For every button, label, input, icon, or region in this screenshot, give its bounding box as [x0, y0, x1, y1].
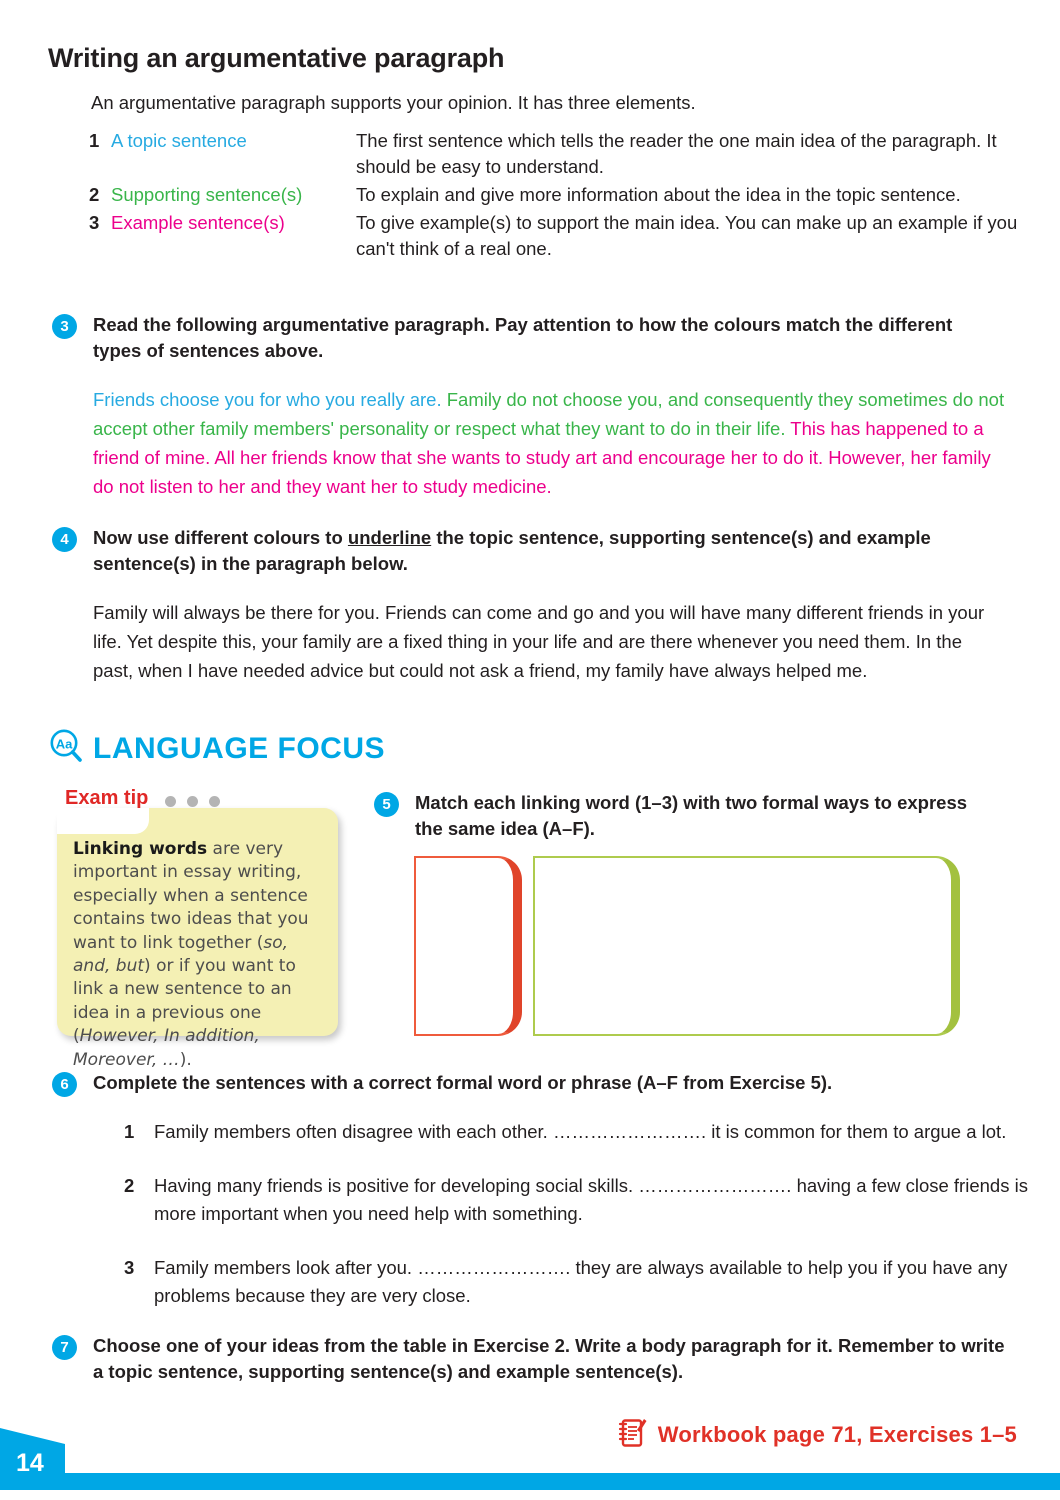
- notepad-pencil-icon: [617, 1416, 647, 1454]
- exercise-instruction: Choose one of your ideas from the table in Exercise 2. Write a body paragraph for it. Remember to write a topic sentence, supporting sentence(s) and example sentence(s).: [93, 1335, 1005, 1382]
- item-description: To explain and give more information about the idea in the topic sentence.: [356, 184, 961, 205]
- exam-tip-italic-1: so, and, but: [73, 932, 289, 977]
- dot-icon: [209, 796, 220, 807]
- example-sentence: This has happened to a friend of mine. All her friends know that she wants to study art and encourage her to do it. However, her family do not listen to her and they want her to study medicine.: [93, 418, 991, 497]
- exercise-4: [52, 525, 1018, 685]
- exam-tip-card: [57, 787, 338, 1070]
- exercise-instruction: Match each linking word (1–3) with two formal ways to express the same idea (A–F).: [415, 792, 968, 839]
- exercise-instruction: Complete the sentences with a correct formal word or phrase (A–F from Exercise 5).: [93, 1072, 833, 1093]
- list-item: [124, 1118, 1029, 1146]
- question-number: 1: [124, 1121, 135, 1142]
- coloured-paragraph: [93, 385, 1005, 501]
- exercise-instruction: [93, 525, 1018, 577]
- exercise-number-badge: 6: [52, 1072, 77, 1097]
- exercise-number-badge: 3: [52, 314, 77, 339]
- exam-tip-notch: [57, 787, 149, 834]
- exam-tip-text-2: ) or if you want to link a new sentence to an idea in a previous one (: [73, 956, 296, 1047]
- exercise-number-badge: 7: [52, 1335, 77, 1360]
- list-item: [89, 182, 1019, 208]
- item-number: 1: [89, 130, 100, 151]
- question-text[interactable]: Having many friends is positive for developing social skills. ……………………. having a few close friends is more important when you need help with something.: [154, 1175, 1028, 1224]
- list-item: [89, 210, 1019, 262]
- matching-options-box[interactable]: [533, 856, 960, 1036]
- topic-sentence: Friends choose you for who you really are.: [93, 389, 442, 410]
- page-number: 14: [16, 1449, 44, 1477]
- instruction-text-after: the topic sentence, supporting sentence(s) and example sentence(s) in the paragraph below.: [93, 527, 931, 574]
- exam-tip-italic-2: However, In addition, Moreover, …: [73, 1026, 260, 1070]
- workbook-reference[interactable]: [617, 1416, 1017, 1454]
- question-number: 2: [124, 1175, 135, 1196]
- exercise-7: [52, 1333, 1018, 1385]
- exercise-4-paragraph: Family will always be there for you. Friends can come and go and you will have many different friends in your life. Yet despite this, your family are a fixed thing in your life and are there whenever you need them. In the past, when I have needed advice but could not ask a friend, my family have always helped me.: [93, 602, 985, 681]
- item-term: Example sentence(s): [111, 212, 285, 233]
- matching-words-box[interactable]: [414, 856, 522, 1036]
- exercise-instruction: Read the following argumentative paragraph. Pay attention to how the colours match the different types of sentences above.: [93, 314, 953, 361]
- exam-tip-text-1: are very important in essay writing, especially when a sentence contains two ideas that you want to link together (: [73, 839, 309, 953]
- item-description: The first sentence which tells the reader the one main idea of the paragraph. It should be easy to understand.: [356, 130, 997, 177]
- exam-tip-dots-icon: [165, 796, 220, 807]
- dot-icon: [165, 796, 176, 807]
- dot-icon: [187, 796, 198, 807]
- question-number: 3: [124, 1257, 135, 1278]
- exercise-number-badge: 4: [52, 527, 77, 552]
- list-item: [124, 1172, 1029, 1228]
- question-text[interactable]: Family members often disagree with each other. ……………………. it is common for them to argue a lot.: [154, 1121, 1007, 1142]
- intro-paragraph: An argumentative paragraph supports your opinion. It has three elements.: [91, 92, 696, 113]
- item-term: A topic sentence: [111, 130, 247, 151]
- exercise-6-questions: [124, 1118, 1029, 1310]
- item-number: 2: [89, 184, 100, 205]
- page-title: Writing an argumentative paragraph: [48, 43, 505, 73]
- exam-tip-label: Exam tip: [65, 787, 149, 809]
- list-item: [124, 1254, 1029, 1310]
- exam-tip-text-3: ).: [179, 1049, 192, 1070]
- matching-activity: [414, 856, 960, 1036]
- paragraph-elements-list: [89, 128, 1019, 264]
- exercise-number-badge: 5: [374, 792, 399, 817]
- language-focus-title: LANGUAGE FOCUS: [93, 731, 385, 765]
- instruction-underlined-word: underline: [347, 527, 432, 548]
- language-focus-header: [48, 728, 385, 769]
- exercise-3: [52, 312, 1018, 501]
- item-description: To give example(s) to support the main idea. You can make up an example if you can't think of a real one.: [356, 212, 1018, 259]
- supporting-sentence: Family do not choose you, and consequently they sometimes do not accept other family members' personality or respect what they want to do in their life.: [93, 389, 1005, 439]
- footer-bar: [0, 1473, 1060, 1490]
- instruction-text-before: Now use different colours to: [93, 527, 348, 548]
- item-number: 3: [89, 212, 100, 233]
- exam-tip-body: [73, 838, 324, 1072]
- magnifier-aa-icon: [48, 728, 84, 769]
- exercise-6: [52, 1070, 1028, 1336]
- workbook-reference-text: Workbook page 71, Exercises 1–5: [657, 1422, 1017, 1447]
- svg-text:Aa: Aa: [55, 736, 73, 752]
- exercise-5: [374, 790, 974, 842]
- exam-tip-lead: Linking words: [73, 839, 208, 859]
- item-term: Supporting sentence(s): [111, 184, 303, 205]
- list-item: [89, 128, 1019, 180]
- question-text[interactable]: Family members look after you. ……………………. they are always available to help you if you have any problems because they are very close.: [154, 1257, 1008, 1306]
